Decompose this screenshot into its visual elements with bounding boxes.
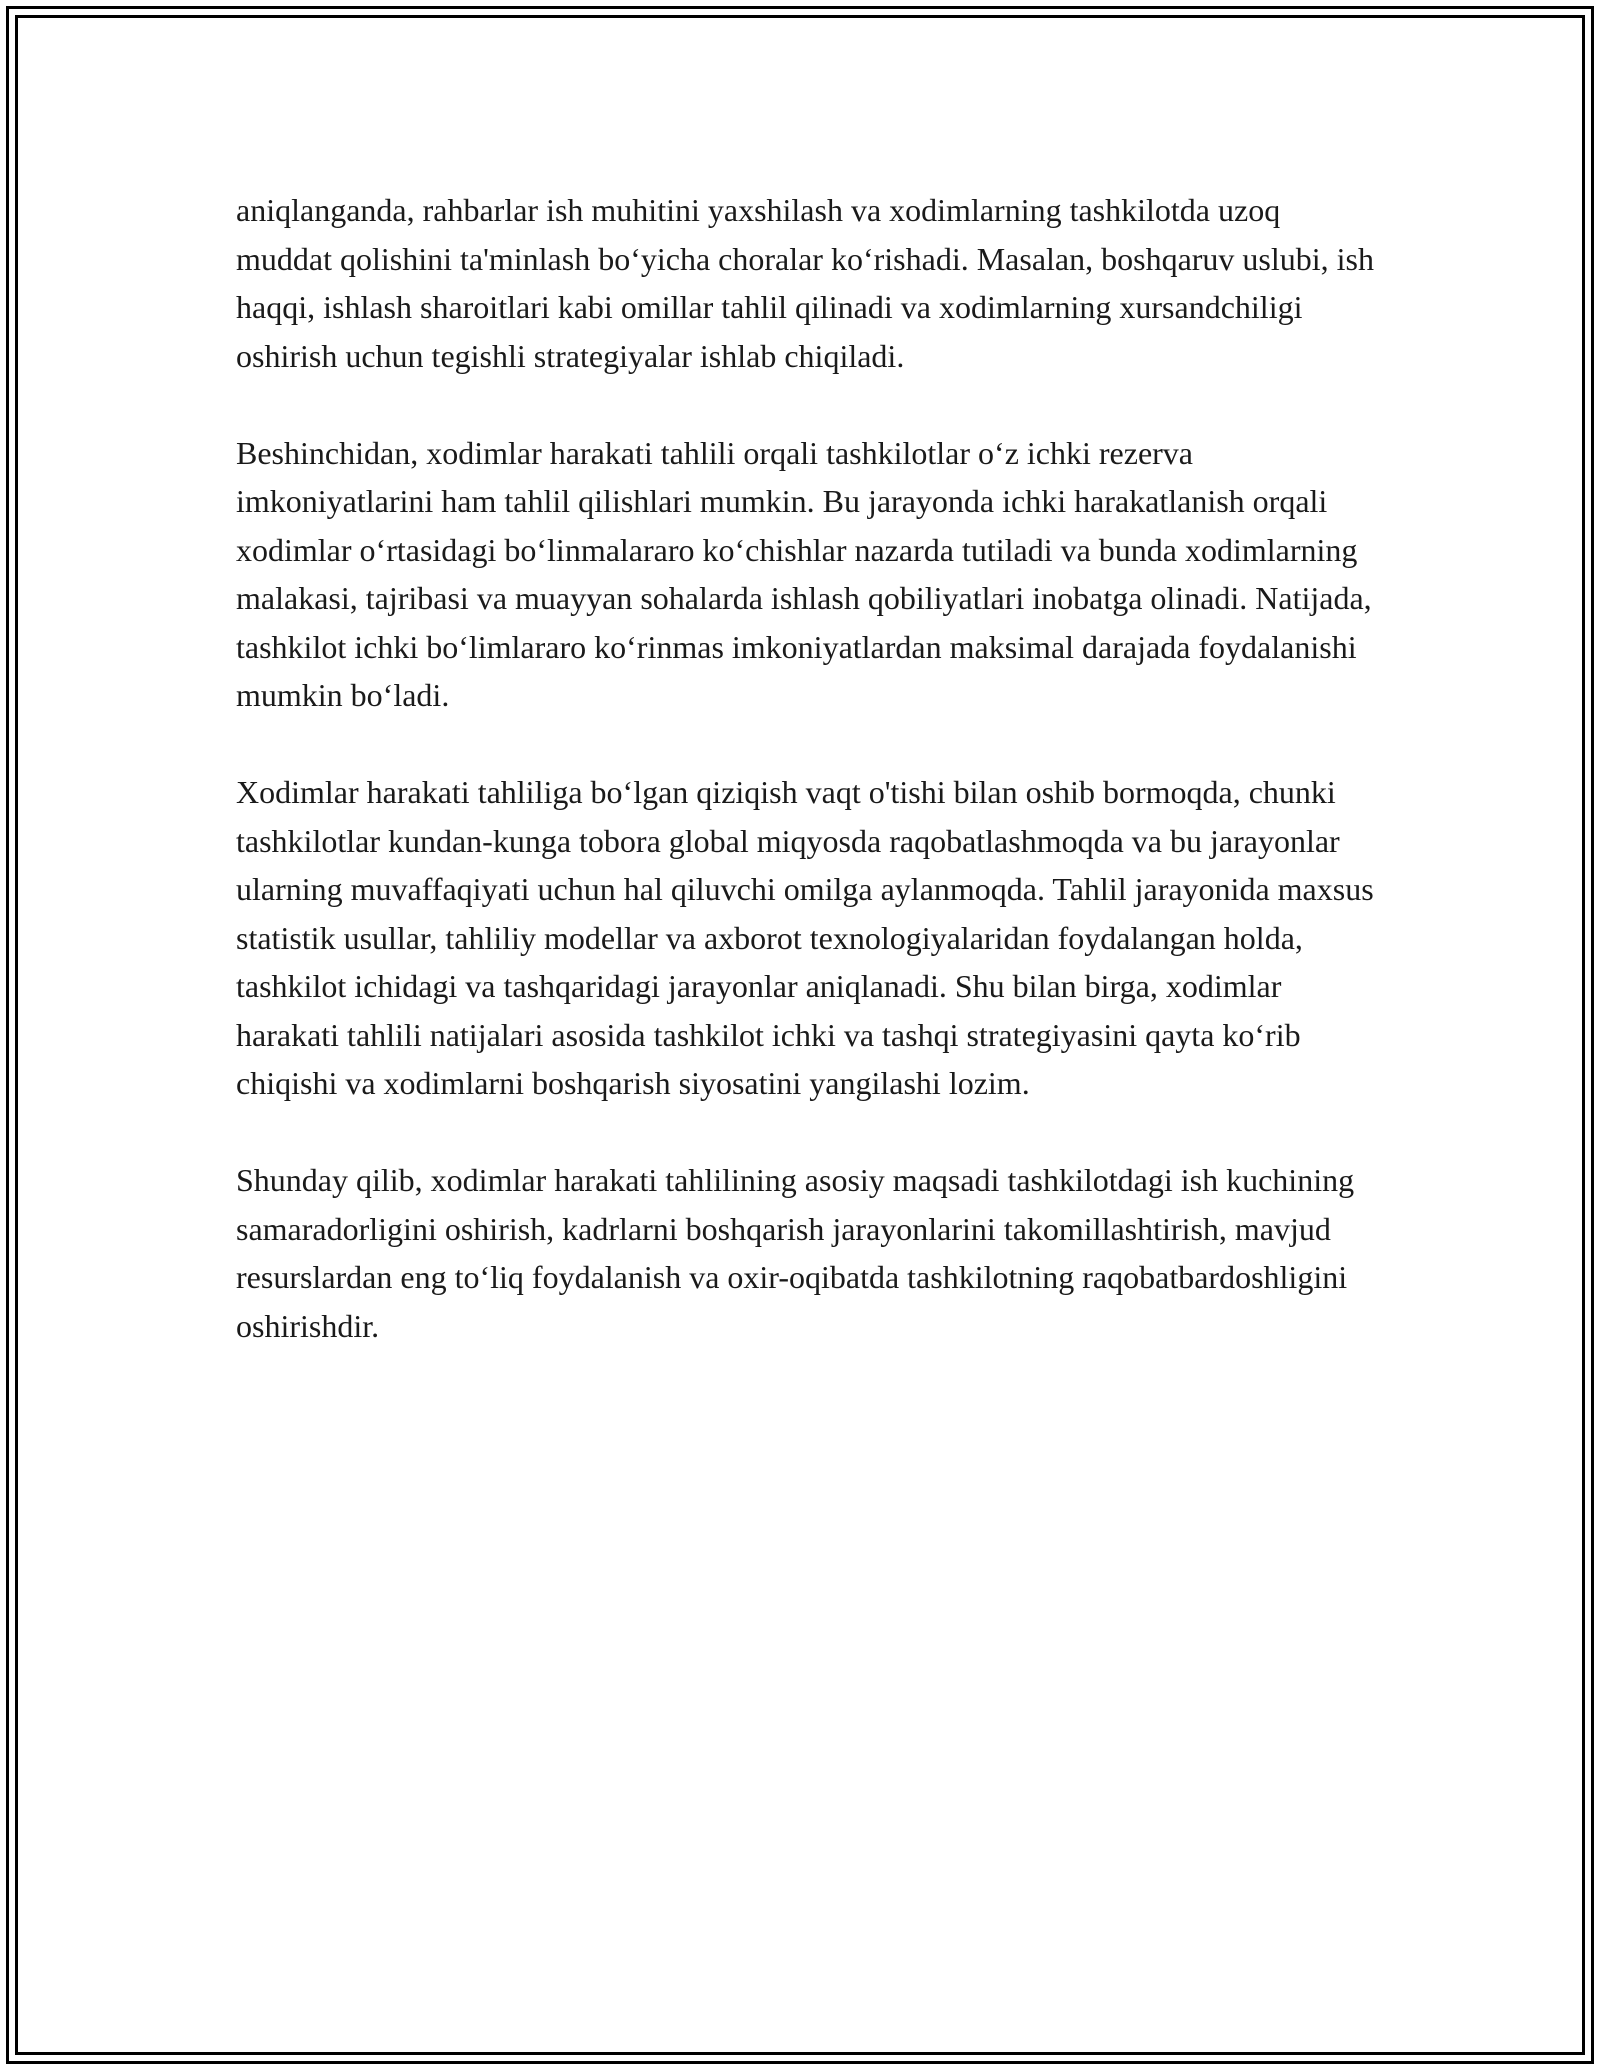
paragraph-3: Xodimlar harakati tahliliga bo‘lgan qiziqish vaqt o'tishi bilan oshib bormoqda, chunki tashkilotlar kundan-kunga tobora global miqyosda raqobatlashmoqda va bu jarayonlar ularning muvaffaqiyati uchun hal qiluvchi omilga aylanmoqda. Tahlil jarayonida maxsus statistik usullar, tahliliy modellar va axborot texnologiyalaridan foydalangan holda, tashkilot ichidagi va tashqaridagi jarayonlar aniqlanadi. Shu bilan birga, xodimlar harakati tahlili natijalari asosida tashkilot ichki va tashqi strategiyasini qayta ko‘rib chiqishi va xodimlarni boshqarish siyosatini yangilashi lozim. <box>236 774 1374 1101</box>
paragraph-2: Beshinchidan, xodimlar harakati tahlili orqali tashkilotlar o‘z ichki rezerva imkoniyatlarini ham tahlil qilishlari mumkin. Bu jarayonda ichki harakatlanish orqali xodimlar o‘rtasidagi bo‘linmalararo ko‘chishlar nazarda tutiladi va bunda xodimlarning malakasi, tajribasi va muayyan sohalarda ishlash qobiliyatlari inobatga olinadi. Natijada, tashkilot ichki bo‘limlararo ko‘rinmas imkoniyatlardan maksimal darajada foydalanishi mumkin bo‘ladi. <box>236 434 1372 713</box>
document-body <box>236 186 1376 1399</box>
paragraph-1: aniqlanganda, rahbarlar ish muhitini yaxshilash va xodimlarning tashkilotda uzoq muddat qolishini ta'minlash bo‘yicha choralar ko‘rishadi. Masalan, boshqaruv uslubi, ish haqqi, ishlash sharoitlari kabi omillar tahlil qilinadi va xodimlarning xursandchiligi oshirish uchun tegishli strategiyalar ishlab chiqiladi. <box>236 192 1374 374</box>
paragraph-4: Shunday qilib, xodimlar harakati tahlilining asosiy maqsadi tashkilotdagi ish kuchining samaradorligini oshirish, kadrlarni boshqarish jarayonlarini takomillashtirish, mavjud resurslardan eng to‘liq foydalanish va oxir-oqibatda tashkilotning raqobatbardoshligini oshirishdir. <box>236 1162 1355 1344</box>
